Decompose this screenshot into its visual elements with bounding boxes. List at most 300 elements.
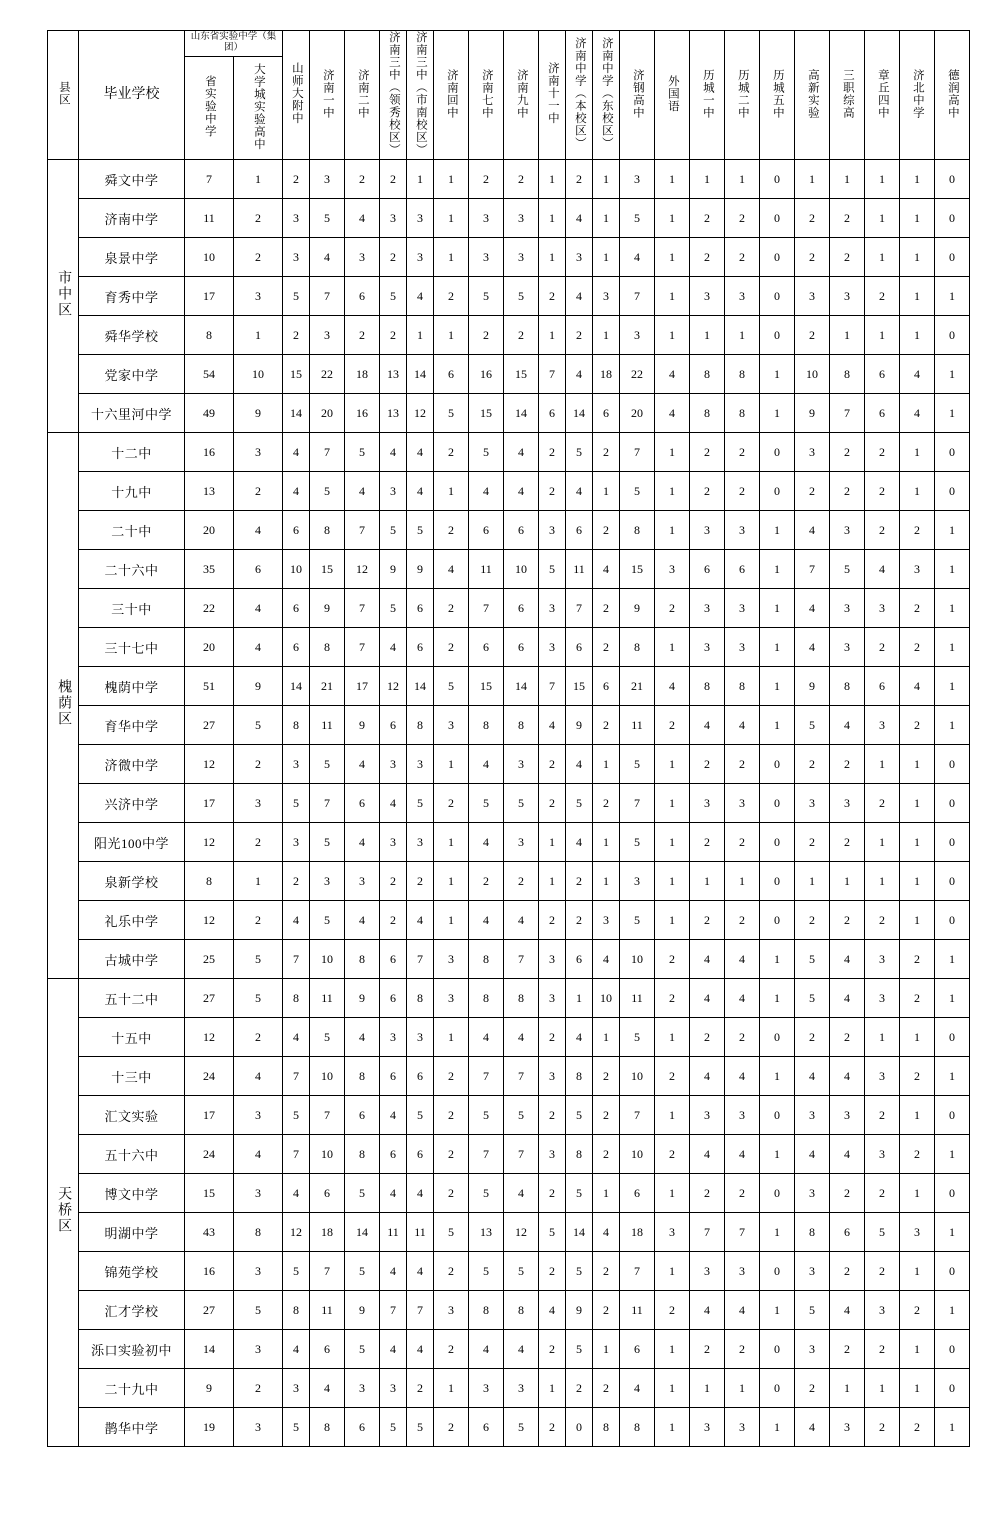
count-cell: 2 — [865, 472, 900, 511]
count-cell: 6 — [865, 355, 900, 394]
count-cell: 18 — [345, 355, 380, 394]
count-cell: 12 — [345, 550, 380, 589]
count-cell: 1 — [865, 199, 900, 238]
count-cell: 15 — [185, 1174, 234, 1213]
count-cell: 5 — [407, 1096, 434, 1135]
count-cell: 1 — [830, 862, 865, 901]
count-cell: 2 — [407, 862, 434, 901]
count-cell: 1 — [900, 1018, 935, 1057]
count-cell: 6 — [345, 784, 380, 823]
count-cell: 3 — [865, 589, 900, 628]
count-cell: 0 — [760, 472, 795, 511]
count-cell: 1 — [655, 238, 690, 277]
count-cell: 1 — [234, 160, 283, 199]
count-cell: 3 — [865, 1291, 900, 1330]
table-row — [48, 628, 970, 667]
count-cell: 3 — [830, 1408, 865, 1447]
count-cell: 2 — [690, 199, 725, 238]
count-cell: 2 — [539, 1096, 566, 1135]
table-row — [48, 394, 970, 433]
count-cell: 1 — [760, 979, 795, 1018]
count-cell: 10 — [310, 1057, 345, 1096]
count-cell: 3 — [566, 238, 593, 277]
count-cell: 3 — [865, 1057, 900, 1096]
count-cell: 2 — [725, 1330, 760, 1369]
count-cell: 2 — [566, 1369, 593, 1408]
count-cell: 2 — [690, 472, 725, 511]
count-cell: 11 — [310, 706, 345, 745]
count-cell: 2 — [795, 316, 830, 355]
count-cell: 6 — [407, 1135, 434, 1174]
count-cell: 8 — [725, 394, 760, 433]
count-cell: 1 — [593, 472, 620, 511]
count-cell: 5 — [380, 1408, 407, 1447]
count-cell: 1 — [655, 1018, 690, 1057]
county-label: 槐荫区 — [56, 679, 72, 728]
count-cell: 2 — [795, 823, 830, 862]
count-cell: 18 — [620, 1213, 655, 1252]
count-cell: 7 — [620, 1252, 655, 1291]
count-cell: 0 — [760, 745, 795, 784]
count-cell: 4 — [283, 472, 310, 511]
count-cell: 1 — [900, 316, 935, 355]
count-cell: 5 — [310, 199, 345, 238]
count-cell: 1 — [434, 160, 469, 199]
count-cell: 2 — [539, 277, 566, 316]
count-cell: 6 — [407, 1057, 434, 1096]
count-cell: 2 — [566, 901, 593, 940]
count-cell: 7 — [345, 589, 380, 628]
count-cell: 2 — [725, 472, 760, 511]
count-cell: 3 — [407, 199, 434, 238]
table-row — [48, 589, 970, 628]
count-cell: 4 — [504, 1018, 539, 1057]
county-label: 市中区 — [56, 269, 72, 318]
count-cell: 9 — [345, 979, 380, 1018]
county-label: 天桥区 — [56, 1186, 72, 1235]
count-cell: 2 — [345, 316, 380, 355]
count-cell: 1 — [655, 1408, 690, 1447]
count-cell: 2 — [865, 784, 900, 823]
count-cell: 1 — [760, 589, 795, 628]
count-cell: 4 — [345, 472, 380, 511]
count-cell: 5 — [434, 667, 469, 706]
count-cell: 1 — [900, 199, 935, 238]
count-cell: 3 — [310, 316, 345, 355]
count-cell: 15 — [469, 667, 504, 706]
count-cell: 8 — [504, 979, 539, 1018]
count-cell: 1 — [725, 316, 760, 355]
count-cell: 8 — [185, 862, 234, 901]
count-cell: 3 — [725, 589, 760, 628]
count-cell: 4 — [690, 979, 725, 1018]
school-name-cell: 汇文实验 — [79, 1096, 185, 1135]
count-cell: 1 — [725, 862, 760, 901]
table-row — [48, 1135, 970, 1174]
count-cell: 49 — [185, 394, 234, 433]
count-cell: 4 — [830, 940, 865, 979]
count-cell: 5 — [310, 823, 345, 862]
count-cell: 9 — [795, 667, 830, 706]
count-cell: 2 — [234, 745, 283, 784]
count-cell: 17 — [185, 277, 234, 316]
count-cell: 3 — [380, 472, 407, 511]
count-cell: 3 — [830, 277, 865, 316]
count-cell: 2 — [795, 472, 830, 511]
count-cell: 2 — [539, 784, 566, 823]
count-cell: 1 — [830, 160, 865, 199]
count-cell: 7 — [380, 1291, 407, 1330]
count-cell: 5 — [283, 784, 310, 823]
count-cell: 7 — [566, 589, 593, 628]
count-cell: 13 — [469, 1213, 504, 1252]
count-cell: 4 — [566, 277, 593, 316]
county-cell — [48, 160, 79, 433]
count-cell: 4 — [283, 433, 310, 472]
count-cell: 4 — [283, 1018, 310, 1057]
count-cell: 4 — [655, 667, 690, 706]
count-cell: 2 — [655, 1135, 690, 1174]
count-cell: 27 — [185, 1291, 234, 1330]
count-cell: 1 — [434, 472, 469, 511]
count-cell: 0 — [935, 901, 970, 940]
count-cell: 2 — [434, 277, 469, 316]
count-cell: 14 — [504, 394, 539, 433]
count-cell: 1 — [539, 160, 566, 199]
count-cell: 4 — [407, 1174, 434, 1213]
count-cell: 6 — [310, 1174, 345, 1213]
count-cell: 2 — [725, 199, 760, 238]
count-cell: 5 — [283, 1096, 310, 1135]
count-cell: 10 — [795, 355, 830, 394]
count-cell: 0 — [935, 823, 970, 862]
count-cell: 2 — [434, 628, 469, 667]
count-cell: 1 — [655, 862, 690, 901]
count-cell: 1 — [655, 1096, 690, 1135]
count-cell: 2 — [830, 472, 865, 511]
count-cell: 4 — [690, 1135, 725, 1174]
count-cell: 0 — [935, 316, 970, 355]
count-cell: 1 — [690, 160, 725, 199]
count-cell: 3 — [795, 1174, 830, 1213]
count-cell: 7 — [310, 433, 345, 472]
count-cell: 1 — [655, 784, 690, 823]
table-row — [48, 1096, 970, 1135]
count-cell: 1 — [900, 784, 935, 823]
table-row — [48, 823, 970, 862]
count-cell: 2 — [655, 940, 690, 979]
count-cell: 6 — [566, 940, 593, 979]
count-cell: 3 — [865, 940, 900, 979]
count-cell: 5 — [407, 511, 434, 550]
count-cell: 6 — [380, 1057, 407, 1096]
count-cell: 6 — [566, 628, 593, 667]
school-name-cell: 泺口实验初中 — [79, 1330, 185, 1369]
count-cell: 4 — [566, 745, 593, 784]
count-cell: 3 — [690, 1252, 725, 1291]
count-cell: 1 — [539, 1369, 566, 1408]
count-cell: 2 — [865, 1252, 900, 1291]
count-cell: 4 — [345, 745, 380, 784]
count-cell: 12 — [185, 823, 234, 862]
count-cell: 5 — [283, 1252, 310, 1291]
header-col-15: 历城一中 — [690, 31, 725, 160]
count-cell: 1 — [935, 940, 970, 979]
count-cell: 4 — [566, 199, 593, 238]
count-cell: 2 — [566, 160, 593, 199]
count-cell: 18 — [310, 1213, 345, 1252]
count-cell: 1 — [539, 823, 566, 862]
count-cell: 9 — [566, 1291, 593, 1330]
count-cell: 3 — [795, 1330, 830, 1369]
count-cell: 1 — [593, 1174, 620, 1213]
count-cell: 3 — [830, 784, 865, 823]
count-cell: 1 — [655, 199, 690, 238]
count-cell: 5 — [620, 199, 655, 238]
count-cell: 4 — [690, 940, 725, 979]
header-col-20: 章丘四中 — [865, 31, 900, 160]
count-cell: 20 — [185, 628, 234, 667]
count-cell: 1 — [655, 901, 690, 940]
count-cell: 5 — [620, 745, 655, 784]
count-cell: 5 — [310, 901, 345, 940]
count-cell: 6 — [380, 706, 407, 745]
count-cell: 4 — [469, 472, 504, 511]
admission-statistics-table — [47, 30, 970, 1447]
count-cell: 1 — [935, 628, 970, 667]
count-cell: 0 — [935, 1252, 970, 1291]
table-row — [48, 940, 970, 979]
count-cell: 1 — [935, 550, 970, 589]
count-cell: 0 — [760, 862, 795, 901]
count-cell: 3 — [283, 1369, 310, 1408]
count-cell: 1 — [655, 1369, 690, 1408]
count-cell: 0 — [935, 472, 970, 511]
count-cell: 1 — [655, 745, 690, 784]
table-row — [48, 355, 970, 394]
count-cell: 2 — [539, 1252, 566, 1291]
count-cell: 12 — [380, 667, 407, 706]
count-cell: 5 — [380, 589, 407, 628]
table-row — [48, 511, 970, 550]
count-cell: 2 — [900, 1057, 935, 1096]
count-cell: 5 — [795, 940, 830, 979]
count-cell: 4 — [690, 1291, 725, 1330]
header-col-13: 济钢高中 — [620, 31, 655, 160]
count-cell: 4 — [310, 238, 345, 277]
count-cell: 2 — [830, 901, 865, 940]
count-cell: 10 — [620, 940, 655, 979]
count-cell: 13 — [185, 472, 234, 511]
table-row — [48, 901, 970, 940]
count-cell: 3 — [434, 979, 469, 1018]
table-row — [48, 433, 970, 472]
count-cell: 3 — [655, 1213, 690, 1252]
count-cell: 6 — [380, 1135, 407, 1174]
count-cell: 1 — [234, 862, 283, 901]
count-cell: 1 — [434, 1018, 469, 1057]
count-cell: 24 — [185, 1057, 234, 1096]
count-cell: 1 — [935, 277, 970, 316]
count-cell: 2 — [795, 1018, 830, 1057]
count-cell: 2 — [566, 316, 593, 355]
count-cell: 2 — [593, 511, 620, 550]
count-cell: 18 — [593, 355, 620, 394]
count-cell: 3 — [690, 784, 725, 823]
count-cell: 6 — [620, 1330, 655, 1369]
count-cell: 20 — [185, 511, 234, 550]
count-cell: 4 — [655, 355, 690, 394]
count-cell: 1 — [539, 316, 566, 355]
count-cell: 4 — [504, 1174, 539, 1213]
count-cell: 1 — [234, 316, 283, 355]
school-name-cell: 三十七中 — [79, 628, 185, 667]
count-cell: 3 — [830, 628, 865, 667]
count-cell: 1 — [434, 316, 469, 355]
count-cell: 2 — [469, 160, 504, 199]
count-cell: 8 — [469, 1291, 504, 1330]
count-cell: 4 — [725, 706, 760, 745]
count-cell: 5 — [795, 1291, 830, 1330]
count-cell: 6 — [469, 1408, 504, 1447]
count-cell: 3 — [900, 1213, 935, 1252]
count-cell: 2 — [283, 862, 310, 901]
count-cell: 1 — [434, 238, 469, 277]
count-cell: 3 — [690, 1408, 725, 1447]
table-row — [48, 160, 970, 199]
count-cell: 1 — [935, 1057, 970, 1096]
count-cell: 22 — [310, 355, 345, 394]
table-row — [48, 199, 970, 238]
count-cell: 4 — [725, 1057, 760, 1096]
count-cell: 2 — [690, 901, 725, 940]
count-cell: 4 — [593, 550, 620, 589]
count-cell: 6 — [380, 940, 407, 979]
count-cell: 2 — [234, 1369, 283, 1408]
count-cell: 1 — [655, 472, 690, 511]
count-cell: 14 — [566, 1213, 593, 1252]
count-cell: 3 — [434, 940, 469, 979]
header-group-shandong-experimental — [185, 31, 283, 57]
school-name-cell: 古城中学 — [79, 940, 185, 979]
count-cell: 2 — [690, 745, 725, 784]
count-cell: 1 — [935, 706, 970, 745]
count-cell: 2 — [434, 1408, 469, 1447]
count-cell: 4 — [539, 706, 566, 745]
count-cell: 2 — [865, 277, 900, 316]
count-cell: 4 — [690, 706, 725, 745]
count-cell: 1 — [935, 1291, 970, 1330]
table-row — [48, 1252, 970, 1291]
header-col-6: 济南三中（市南校区） — [407, 31, 434, 160]
count-cell: 3 — [725, 511, 760, 550]
count-cell: 11 — [620, 706, 655, 745]
count-cell: 2 — [539, 1330, 566, 1369]
count-cell: 2 — [795, 1369, 830, 1408]
count-cell: 13 — [380, 394, 407, 433]
count-cell: 12 — [407, 394, 434, 433]
count-cell: 5 — [504, 1096, 539, 1135]
count-cell: 4 — [434, 550, 469, 589]
count-cell: 1 — [865, 160, 900, 199]
count-cell: 0 — [760, 1369, 795, 1408]
count-cell: 7 — [310, 1252, 345, 1291]
count-cell: 15 — [310, 550, 345, 589]
count-cell: 2 — [725, 1018, 760, 1057]
count-cell: 1 — [407, 160, 434, 199]
header-col-18: 高新实验 — [795, 31, 830, 160]
count-cell: 27 — [185, 706, 234, 745]
count-cell: 0 — [935, 199, 970, 238]
count-cell: 2 — [830, 1252, 865, 1291]
count-cell: 1 — [434, 862, 469, 901]
table-row — [48, 745, 970, 784]
count-cell: 2 — [234, 1018, 283, 1057]
count-cell: 1 — [760, 1408, 795, 1447]
count-cell: 4 — [795, 511, 830, 550]
count-cell: 6 — [434, 355, 469, 394]
count-cell: 7 — [725, 1213, 760, 1252]
header-col-12: 济南中学（东校区） — [593, 31, 620, 160]
count-cell: 5 — [345, 1252, 380, 1291]
count-cell: 9 — [345, 706, 380, 745]
count-cell: 4 — [725, 979, 760, 1018]
count-cell: 0 — [760, 1018, 795, 1057]
school-name-cell: 十三中 — [79, 1057, 185, 1096]
count-cell: 3 — [283, 823, 310, 862]
count-cell: 1 — [655, 1174, 690, 1213]
count-cell: 2 — [865, 1408, 900, 1447]
header-col-8: 济南七中 — [469, 31, 504, 160]
count-cell: 5 — [234, 940, 283, 979]
count-cell: 1 — [900, 1174, 935, 1213]
count-cell: 2 — [234, 238, 283, 277]
count-cell: 19 — [185, 1408, 234, 1447]
count-cell: 12 — [283, 1213, 310, 1252]
school-name-cell: 济微中学 — [79, 745, 185, 784]
school-name-cell: 锦苑学校 — [79, 1252, 185, 1291]
count-cell: 1 — [935, 394, 970, 433]
count-cell: 1 — [935, 1213, 970, 1252]
table-row — [48, 1213, 970, 1252]
count-cell: 9 — [566, 706, 593, 745]
count-cell: 3 — [407, 823, 434, 862]
count-cell: 4 — [469, 823, 504, 862]
count-cell: 1 — [900, 823, 935, 862]
table-row — [48, 862, 970, 901]
county-cell — [48, 433, 79, 979]
count-cell: 2 — [504, 316, 539, 355]
count-cell: 1 — [760, 550, 795, 589]
count-cell: 9 — [234, 667, 283, 706]
count-cell: 2 — [469, 862, 504, 901]
count-cell: 3 — [830, 511, 865, 550]
count-cell: 7 — [620, 1096, 655, 1135]
count-cell: 0 — [935, 1096, 970, 1135]
count-cell: 4 — [504, 433, 539, 472]
count-cell: 3 — [283, 238, 310, 277]
count-cell: 5 — [469, 1252, 504, 1291]
count-cell: 1 — [655, 277, 690, 316]
count-cell: 5 — [469, 1174, 504, 1213]
count-cell: 1 — [434, 199, 469, 238]
count-cell: 9 — [185, 1369, 234, 1408]
count-cell: 15 — [620, 550, 655, 589]
count-cell: 6 — [865, 394, 900, 433]
count-cell: 3 — [539, 979, 566, 1018]
count-cell: 1 — [900, 1252, 935, 1291]
count-cell: 2 — [900, 511, 935, 550]
